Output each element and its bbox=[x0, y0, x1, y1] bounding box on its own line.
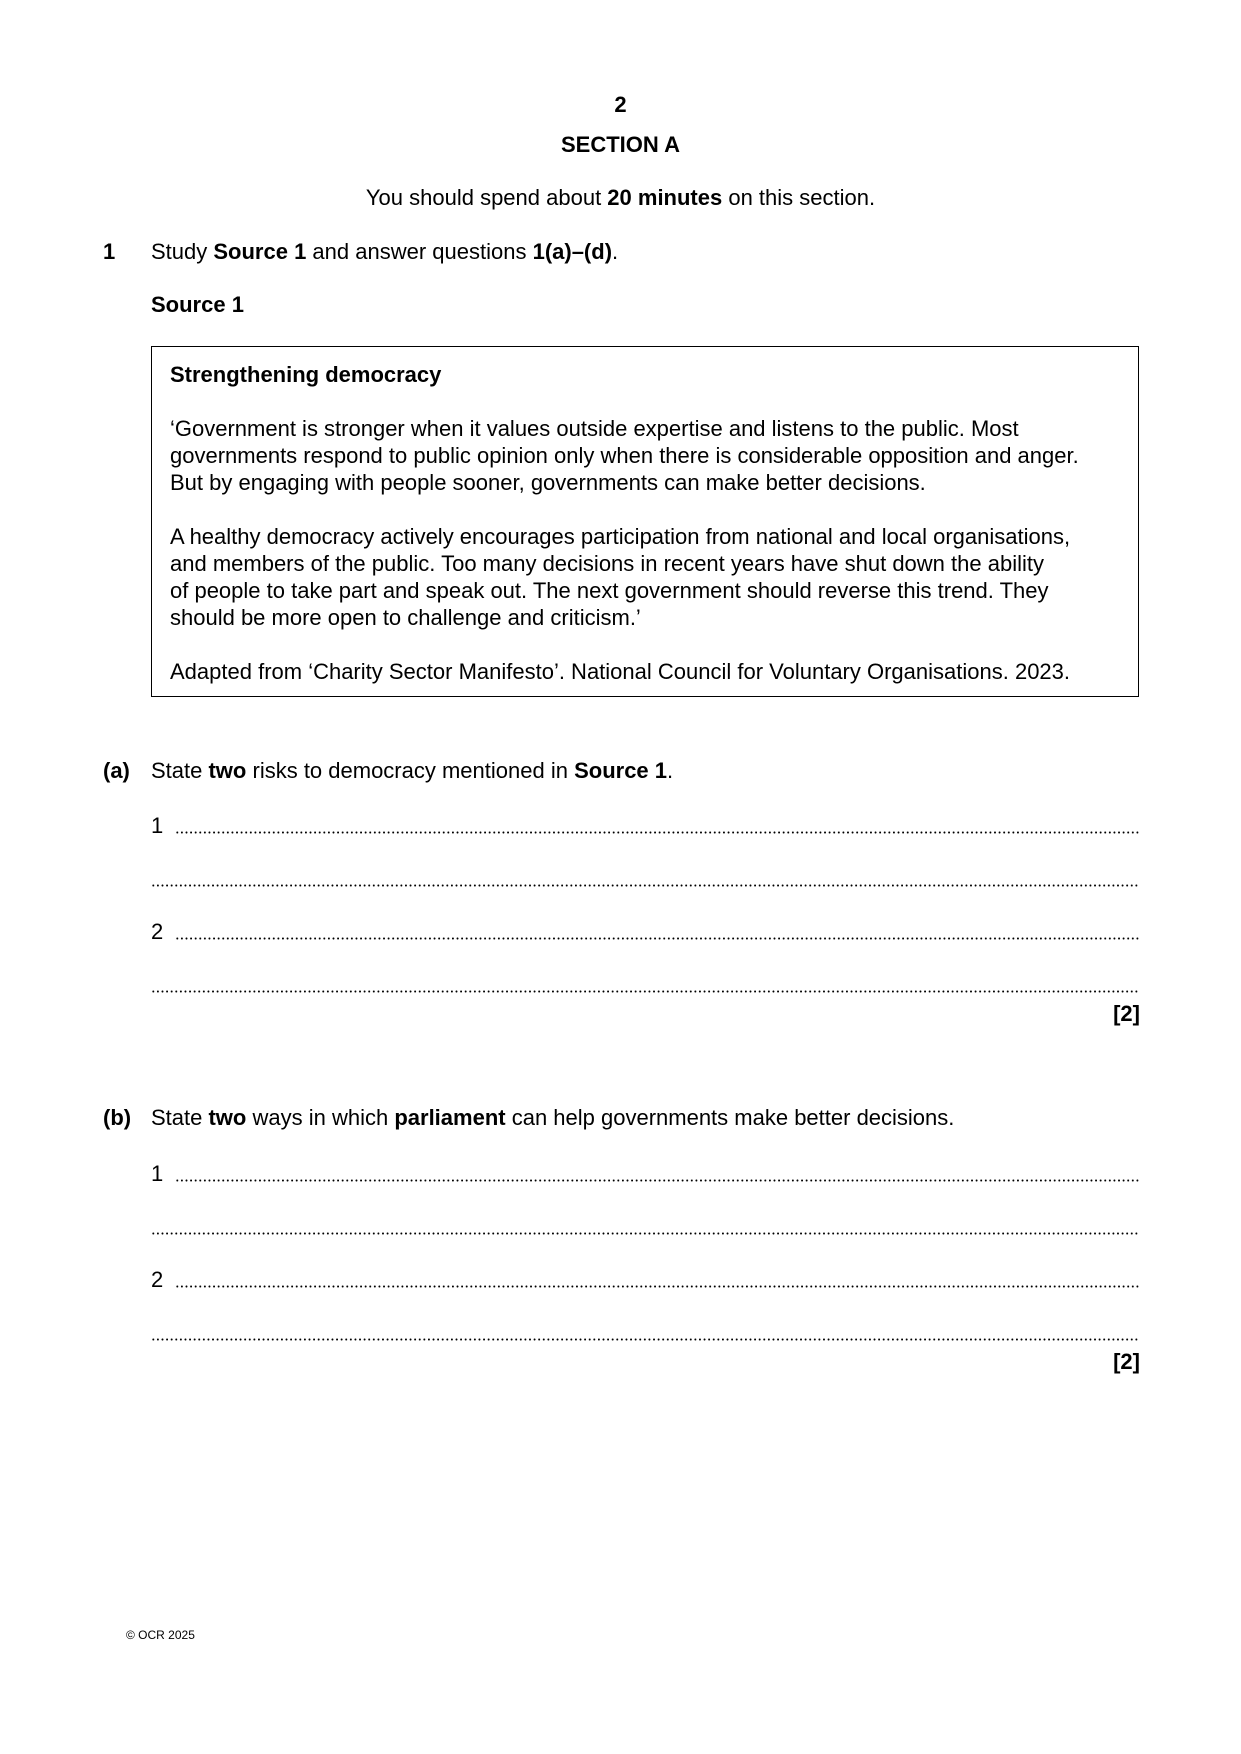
answer-number: 1 bbox=[151, 1161, 164, 1186]
answer-line-b2-cont[interactable] bbox=[151, 1319, 1139, 1347]
dotted-line bbox=[151, 1232, 1139, 1235]
copyright-footer: © OCR 2025 bbox=[126, 1628, 195, 1642]
prompt-text: risks to democracy mentioned in bbox=[246, 758, 575, 783]
dotted-line bbox=[175, 1285, 1139, 1288]
prompt-text: can help governments make better decisions. bbox=[505, 1105, 955, 1130]
part-a-marks: [2] bbox=[1113, 1001, 1140, 1026]
question-parts-ref: 1(a)–(d) bbox=[532, 239, 613, 264]
source-title: Strengthening democracy bbox=[170, 362, 442, 387]
source-paragraph-1-line: But by engaging with people sooner, governments can make better decisions. bbox=[170, 470, 926, 495]
part-a-prompt bbox=[151, 757, 673, 785]
source-paragraph-2-line: of people to take part and speak out. The next government should reverse this trend. They bbox=[170, 578, 1049, 603]
prompt-emphasis: two bbox=[208, 758, 247, 783]
question-text: . bbox=[612, 239, 619, 264]
dotted-line bbox=[175, 1179, 1139, 1182]
instruction-text: You should spend about bbox=[365, 185, 608, 210]
question-text: Study bbox=[151, 239, 214, 264]
prompt-emphasis: parliament bbox=[394, 1105, 506, 1130]
time-instruction bbox=[0, 184, 1241, 212]
answer-number: 1 bbox=[151, 813, 164, 838]
answer-number: 2 bbox=[151, 1267, 164, 1292]
question-source-ref: Source 1 bbox=[213, 239, 307, 264]
answer-line-b1-cont[interactable] bbox=[151, 1213, 1139, 1241]
answer-line-a2-cont[interactable] bbox=[151, 971, 1139, 999]
answer-line-a1-cont[interactable] bbox=[151, 865, 1139, 893]
part-b-marks: [2] bbox=[1113, 1349, 1140, 1374]
dotted-line bbox=[151, 884, 1139, 887]
source-box bbox=[151, 346, 1139, 697]
answer-number: 2 bbox=[151, 919, 164, 944]
prompt-source-ref: Source 1 bbox=[574, 758, 668, 783]
source-paragraph-1-line: ‘Government is stronger when it values outside expertise and listens to the public. Most bbox=[170, 416, 1019, 441]
question-prompt bbox=[151, 238, 618, 266]
instruction-time: 20 minutes bbox=[607, 185, 723, 210]
prompt-emphasis: two bbox=[208, 1105, 247, 1130]
answer-line-b1[interactable] bbox=[151, 1160, 1139, 1188]
part-b-label: (b) bbox=[103, 1105, 132, 1130]
source-paragraph-1-line: governments respond to public opinion only when there is considerable opposition and anger. bbox=[170, 443, 1079, 468]
dotted-line bbox=[175, 937, 1139, 940]
question-text: and answer questions bbox=[306, 239, 533, 264]
page-number: 2 bbox=[614, 92, 627, 117]
section-title: SECTION A bbox=[561, 132, 680, 157]
dotted-line bbox=[151, 1338, 1139, 1341]
source-paragraph-2-line: A healthy democracy actively encourages participation from national and local organisations, bbox=[170, 524, 1071, 549]
source-label: Source 1 bbox=[151, 292, 244, 317]
answer-line-a2[interactable] bbox=[151, 918, 1139, 946]
question-number: 1 bbox=[103, 239, 116, 264]
source-paragraph-2-line: should be more open to challenge and criticism.’ bbox=[170, 605, 641, 630]
source-paragraph-2-line: and members of the public. Too many decisions in recent years have shut down the ability bbox=[170, 551, 1044, 576]
part-a-label: (a) bbox=[103, 758, 130, 783]
prompt-text: State bbox=[151, 1105, 209, 1130]
answer-line-b2[interactable] bbox=[151, 1266, 1139, 1294]
prompt-text: ways in which bbox=[246, 1105, 395, 1130]
prompt-text: State bbox=[151, 758, 209, 783]
dotted-line bbox=[151, 990, 1139, 993]
source-citation: Adapted from ‘Charity Sector Manifesto’. National Council for Voluntary Organisations. 2023. bbox=[170, 659, 1071, 684]
answer-line-a1[interactable] bbox=[151, 812, 1139, 840]
dotted-line bbox=[175, 831, 1139, 834]
instruction-text-end: on this section. bbox=[722, 185, 876, 210]
prompt-text: . bbox=[667, 758, 674, 783]
part-b-prompt bbox=[151, 1104, 954, 1132]
